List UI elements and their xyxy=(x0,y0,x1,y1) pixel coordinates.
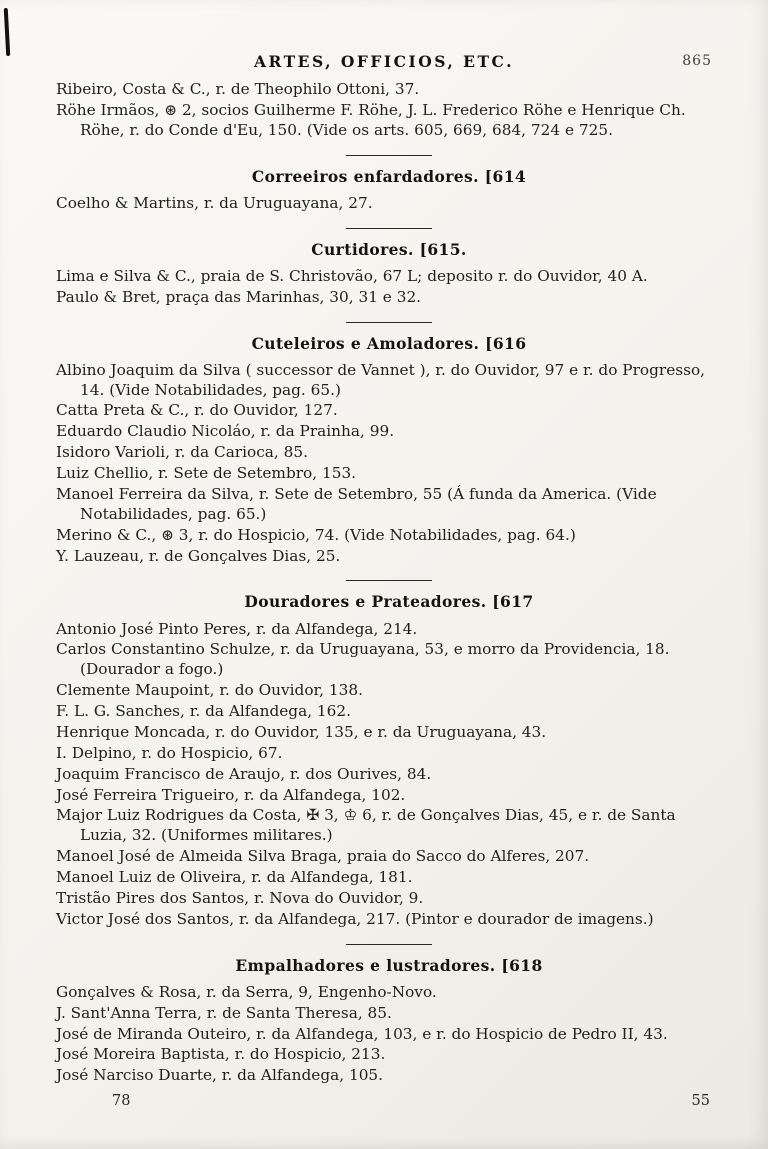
directory-entry: Röhe Irmãos, ⊛ 2, socios Guilherme F. Röhe, J. L. Frederico Röhe e Henrique Ch. Röhe, r. do Conde d'Eu, 150. (Vide os arts. 605, 669, 684, 724 e 725. xyxy=(56,100,686,139)
directory-entry: Merino & C., ⊛ 3, r. do Hospicio, 74. (Vide Notabilidades, pag. 64.) xyxy=(56,525,576,544)
page-title: ARTES, OFFICIOS, ETC. xyxy=(253,52,514,71)
section-divider xyxy=(346,322,432,323)
directory-sections xyxy=(0,71,768,1086)
directory-entry: Antonio José Pinto Peres, r. da Alfandega, 214. xyxy=(56,619,418,638)
directory-entry: Paulo & Bret, praça das Marinhas, 30, 31 e 32. xyxy=(56,287,422,306)
section-heading: Empalhadores e lustradores. [618 xyxy=(235,955,543,975)
directory-section xyxy=(56,155,722,214)
directory-entry: Joaquim Francisco de Araujo, r. dos Ourives, 84. xyxy=(56,764,432,783)
directory-entry: I. Delpino, r. do Hospicio, 67. xyxy=(56,743,283,762)
directory-entry: Manoel Luiz de Oliveira, r. da Alfandega, 181. xyxy=(56,868,413,887)
directory-entry: Carlos Constantino Schulze, r. da Uruguayana, 53, e morro da Providencia, 18. (Dourador a fogo.) xyxy=(56,640,670,679)
directory-entry: Henrique Moncada, r. do Ouvidor, 135, e r. da Uruguayana, 43. xyxy=(56,722,547,741)
directory-entry: Manoel José de Almeida Silva Braga, praia do Sacco do Alferes, 207. xyxy=(56,847,590,866)
directory-section xyxy=(56,80,722,141)
directory-entry: Albino Joaquim da Silva ( successor de Vannet ), r. do Ouvidor, 97 e r. do Progresso, 14. (Vide Notabilidades, pag. 65.) xyxy=(56,360,706,399)
directory-section xyxy=(56,580,722,929)
section-divider xyxy=(346,155,432,156)
directory-entry: Catta Preta & C., r. do Ouvidor, 127. xyxy=(56,401,338,420)
directory-entry: Eduardo Claudio Nicoláo, r. da Prainha, 99. xyxy=(56,422,395,441)
directory-entry: J. Sant'Anna Terra, r. de Santa Theresa, 85. xyxy=(56,1003,392,1022)
directory-section xyxy=(56,228,722,308)
directory-entry: Clemente Maupoint, r. do Ouvidor, 138. xyxy=(56,681,363,700)
directory-entry: Isidoro Varioli, r. da Carioca, 85. xyxy=(56,443,308,462)
section-heading: Correeiros enfardadores. [614 xyxy=(251,166,527,186)
directory-entry: Luiz Chellio, r. Sete de Setembro, 153. xyxy=(56,464,357,483)
directory-entry: Major Luiz Rodrigues da Costa, ✠ 3, ♔ 6, r. de Gonçalves Dias, 45, e r. de Santa Luzia, 32. (Uniformes militares.) xyxy=(56,806,676,845)
footer-number-right: 55 xyxy=(691,1093,710,1109)
section-divider xyxy=(346,944,432,945)
page-header xyxy=(0,0,768,71)
directory-entry: Gonçalves & Rosa, r. da Serra, 9, Engenho-Novo. xyxy=(56,982,437,1001)
directory-section xyxy=(56,322,722,567)
directory-entry: Lima e Silva & C., praia de S. Christovão, 67 L; deposito r. do Ouvidor, 40 A. xyxy=(56,266,648,285)
directory-entry: Manoel Ferreira da Silva, r. Sete de Setembro, 55 (Á funda da America. (Vide Notabilidades, pag. 65.) xyxy=(56,484,657,523)
directory-entry: José Ferreira Trigueiro, r. da Alfandega, 102. xyxy=(56,785,406,804)
directory-entry: José Narciso Duarte, r. da Alfandega, 105. xyxy=(56,1066,384,1085)
directory-entry: Tristão Pires dos Santos, r. Nova do Ouvidor, 9. xyxy=(56,888,424,907)
footer-number-left: 78 xyxy=(112,1093,131,1109)
directory-entry: Coelho & Martins, r. da Uruguayana, 27. xyxy=(56,193,373,212)
directory-section xyxy=(56,944,722,1087)
section-divider xyxy=(346,228,432,229)
directory-entry: F. L. G. Sanches, r. da Alfandega, 162. xyxy=(56,702,351,721)
directory-entry: Ribeiro, Costa & C., r. de Theophilo Ottoni, 37. xyxy=(56,80,420,98)
section-divider xyxy=(346,580,432,581)
section-heading: Cuteleiros e Amoladores. [616 xyxy=(251,333,527,353)
section-heading: Douradores e Prateadores. [617 xyxy=(244,592,534,612)
directory-entry: Victor José dos Santos, r. da Alfandega, 217. (Pintor e dourador de imagens.) xyxy=(56,909,654,928)
directory-entry: José de Miranda Outeiro, r. da Alfandega, 103, e r. do Hospicio de Pedro II, 43. xyxy=(56,1024,668,1043)
section-heading: Curtidores. [615. xyxy=(311,239,467,259)
directory-entry: Y. Lauzeau, r. de Gonçalves Dias, 25. xyxy=(56,546,341,565)
page-number: 865 xyxy=(682,53,712,69)
directory-entry: José Moreira Baptista, r. do Hospicio, 213. xyxy=(56,1045,386,1064)
